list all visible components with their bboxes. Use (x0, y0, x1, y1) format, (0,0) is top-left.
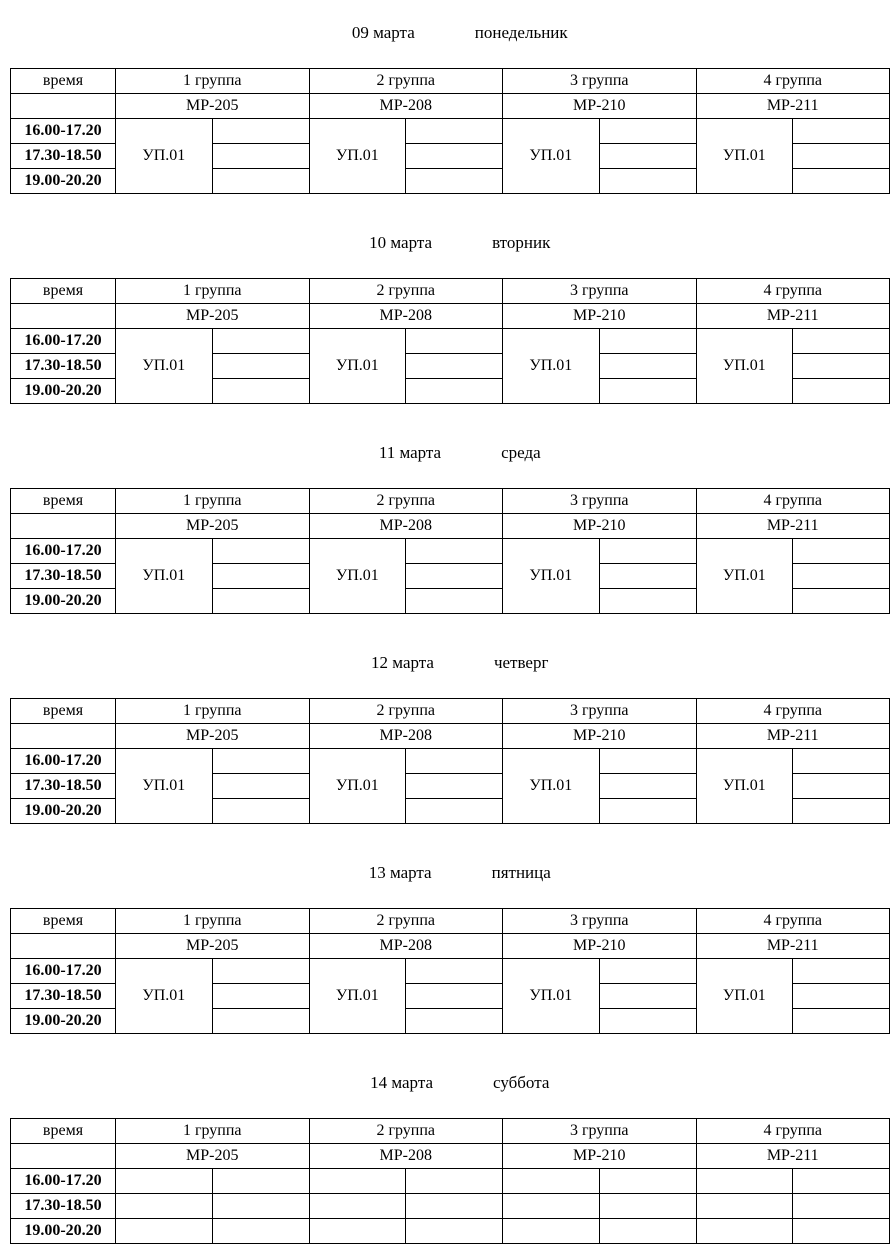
cell-g2-s3a (309, 1219, 406, 1244)
note-cell-g4-s2 (793, 144, 890, 169)
table-row-rooms (11, 514, 890, 539)
cell-g3-s2a (503, 1194, 600, 1219)
group-header-3: 3 группа (503, 279, 697, 304)
note-cell-g4-s1 (793, 329, 890, 354)
note-cell-g1-s3 (212, 169, 309, 194)
note-cell-g2-s2 (406, 354, 503, 379)
group-header-4: 4 группа (696, 69, 890, 94)
room-row-blank (11, 934, 116, 959)
room-3: МР-210 (503, 1144, 697, 1169)
note-cell-g4-s1 (793, 539, 890, 564)
group-header-4: 4 группа (696, 279, 890, 304)
time-slot-1: 16.00-17.20 (11, 329, 116, 354)
room-1: МР-205 (116, 934, 310, 959)
note-cell-g1-s1 (212, 539, 309, 564)
subject-cell-g4: УП.01 (696, 749, 793, 824)
table-row-slot-1 (11, 119, 890, 144)
note-cell-g3-s1 (599, 119, 696, 144)
note-cell-g1-s2 (212, 144, 309, 169)
cell-g4-s3a (696, 1219, 793, 1244)
room-1: МР-205 (116, 724, 310, 749)
room-3: МР-210 (503, 514, 697, 539)
group-header-3: 3 группа (503, 69, 697, 94)
note-cell-g2-s2 (406, 774, 503, 799)
time-slot-2: 17.30-18.50 (11, 354, 116, 379)
day-block-monday (0, 0, 894, 194)
cell-g1-s2b (212, 1194, 309, 1219)
group-header-4: 4 группа (696, 1119, 890, 1144)
group-header-3: 3 группа (503, 1119, 697, 1144)
time-column-header: время (11, 69, 116, 94)
room-4: МР-211 (696, 724, 890, 749)
time-slot-2: 17.30-18.50 (11, 1194, 116, 1219)
table-row-slot-1 (11, 959, 890, 984)
room-4: МР-211 (696, 304, 890, 329)
cell-g4-s3b (793, 1219, 890, 1244)
time-column-header: время (11, 1119, 116, 1144)
table-row-group-headers (11, 489, 890, 514)
group-header-1: 1 группа (116, 909, 310, 934)
group-header-1: 1 группа (116, 489, 310, 514)
time-column-header: время (11, 909, 116, 934)
subject-cell-g3: УП.01 (503, 959, 600, 1034)
note-cell-g1-s3 (212, 799, 309, 824)
note-cell-g4-s1 (793, 119, 890, 144)
room-row-blank (11, 94, 116, 119)
subject-cell-g1: УП.01 (116, 329, 213, 404)
note-cell-g3-s2 (599, 564, 696, 589)
day-date: 09 марта (351, 23, 415, 42)
group-header-2: 2 группа (309, 909, 503, 934)
note-cell-g2-s3 (406, 799, 503, 824)
schedule-table (10, 488, 890, 614)
note-cell-g3-s2 (599, 354, 696, 379)
note-cell-g4-s3 (793, 1009, 890, 1034)
table-row-rooms (11, 304, 890, 329)
room-4: МР-211 (696, 1144, 890, 1169)
group-header-3: 3 группа (503, 489, 697, 514)
table-row-slot-3 (11, 1219, 890, 1244)
day-date: 10 марта (369, 233, 433, 252)
note-cell-g3-s2 (599, 144, 696, 169)
note-cell-g3-s2 (599, 984, 696, 1009)
subject-cell-g2: УП.01 (309, 959, 406, 1034)
block-gap (0, 824, 894, 840)
table-row-group-headers (11, 909, 890, 934)
cell-g4-s2b (793, 1194, 890, 1219)
day-date: 11 марта (378, 443, 442, 462)
group-header-2: 2 группа (309, 69, 503, 94)
cell-g1-s2a (116, 1194, 213, 1219)
note-cell-g4-s2 (793, 564, 890, 589)
day-header (0, 630, 894, 698)
note-cell-g4-s1 (793, 1169, 890, 1194)
day-block-thursday (0, 630, 894, 824)
subject-cell-g4: УП.01 (696, 119, 793, 194)
day-header (0, 840, 894, 908)
room-row-blank (11, 1144, 116, 1169)
note-cell-g1-s1 (212, 959, 309, 984)
subject-cell-g2: УП.01 (309, 539, 406, 614)
schedule-table (10, 1118, 890, 1244)
group-header-2: 2 группа (309, 699, 503, 724)
cell-g3-s3a (503, 1219, 600, 1244)
note-cell-g4-s3 (793, 379, 890, 404)
room-4: МР-211 (696, 514, 890, 539)
cell-g2-s2a (309, 1194, 406, 1219)
room-3: МР-210 (503, 934, 697, 959)
room-3: МР-210 (503, 724, 697, 749)
note-cell-g2-s3 (406, 589, 503, 614)
note-cell-g3-s1 (599, 959, 696, 984)
cell-g2-s3b (406, 1219, 503, 1244)
note-cell-g4-s1 (793, 749, 890, 774)
room-row-blank (11, 514, 116, 539)
subject-cell-g1: УП.01 (116, 749, 213, 824)
note-cell-g1-s2 (212, 774, 309, 799)
time-column-header: время (11, 279, 116, 304)
time-slot-2: 17.30-18.50 (11, 564, 116, 589)
note-cell-g2-s1 (406, 959, 503, 984)
day-block-saturday (0, 1050, 894, 1244)
group-header-4: 4 группа (696, 489, 890, 514)
schedule-table (10, 278, 890, 404)
note-cell-g4-s2 (793, 774, 890, 799)
table-row-group-headers (11, 1119, 890, 1144)
note-cell-g3-s3 (599, 169, 696, 194)
subject-cell-g2: УП.01 (309, 119, 406, 194)
subject-cell-g4: УП.01 (696, 539, 793, 614)
time-slot-2: 17.30-18.50 (11, 774, 116, 799)
room-2: МР-208 (309, 514, 503, 539)
room-4: МР-211 (696, 94, 890, 119)
schedule-table (10, 68, 890, 194)
subject-cell-g3: УП.01 (503, 749, 600, 824)
note-cell-g4-s2 (793, 354, 890, 379)
note-cell-g2-s1 (406, 119, 503, 144)
time-column-header: время (11, 489, 116, 514)
note-cell-g4-s3 (793, 799, 890, 824)
subject-cell-g4: УП.01 (696, 959, 793, 1034)
subject-cell-g3 (503, 1169, 600, 1194)
table-row-slot-1 (11, 329, 890, 354)
cell-g3-s3b (599, 1219, 696, 1244)
room-1: МР-205 (116, 514, 310, 539)
room-row-blank (11, 724, 116, 749)
note-cell-g2-s2 (406, 984, 503, 1009)
room-2: МР-208 (309, 304, 503, 329)
day-weekday: вторник (492, 233, 551, 252)
group-header-4: 4 группа (696, 699, 890, 724)
subject-cell-g1: УП.01 (116, 959, 213, 1034)
day-weekday: суббота (493, 1073, 550, 1092)
note-cell-g1-s1 (212, 329, 309, 354)
room-row-blank (11, 304, 116, 329)
day-date: 14 марта (370, 1073, 434, 1092)
day-weekday: пятница (491, 863, 551, 882)
group-header-2: 2 группа (309, 279, 503, 304)
note-cell-g3-s3 (599, 379, 696, 404)
note-cell-g3-s2 (599, 774, 696, 799)
note-cell-g3-s1 (599, 329, 696, 354)
group-header-2: 2 группа (309, 1119, 503, 1144)
note-cell-g1-s3 (212, 379, 309, 404)
time-slot-1: 16.00-17.20 (11, 119, 116, 144)
note-cell-g2-s1 (406, 329, 503, 354)
table-row-rooms (11, 934, 890, 959)
time-slot-3: 19.00-20.20 (11, 379, 116, 404)
note-cell-g2-s3 (406, 1009, 503, 1034)
table-row-rooms (11, 1144, 890, 1169)
time-slot-3: 19.00-20.20 (11, 1009, 116, 1034)
note-cell-g3-s3 (599, 589, 696, 614)
block-gap (0, 404, 894, 420)
note-cell-g2-s1 (406, 539, 503, 564)
schedule-table (10, 908, 890, 1034)
note-cell-g1-s1 (212, 119, 309, 144)
group-header-4: 4 группа (696, 909, 890, 934)
note-cell-g3-s1 (599, 539, 696, 564)
group-header-1: 1 группа (116, 1119, 310, 1144)
room-1: МР-205 (116, 1144, 310, 1169)
note-cell-g2-s1 (406, 1169, 503, 1194)
room-3: МР-210 (503, 304, 697, 329)
table-row-slot-1 (11, 539, 890, 564)
cell-g3-s2b (599, 1194, 696, 1219)
subject-cell-g1: УП.01 (116, 119, 213, 194)
group-header-3: 3 группа (503, 909, 697, 934)
cell-g1-s3b (212, 1219, 309, 1244)
day-block-tuesday (0, 210, 894, 404)
note-cell-g3-s3 (599, 1009, 696, 1034)
subject-cell-g2 (309, 1169, 406, 1194)
day-header (0, 0, 894, 68)
block-gap (0, 614, 894, 630)
day-date: 12 марта (371, 653, 434, 672)
subject-cell-g3: УП.01 (503, 119, 600, 194)
room-1: МР-205 (116, 304, 310, 329)
day-header (0, 1050, 894, 1118)
time-slot-3: 19.00-20.20 (11, 589, 116, 614)
room-4: МР-211 (696, 934, 890, 959)
time-slot-1: 16.00-17.20 (11, 1169, 116, 1194)
group-header-1: 1 группа (116, 69, 310, 94)
note-cell-g4-s1 (793, 959, 890, 984)
schedule-table (10, 698, 890, 824)
note-cell-g1-s3 (212, 1009, 309, 1034)
note-cell-g2-s3 (406, 379, 503, 404)
subject-cell-g1 (116, 1169, 213, 1194)
block-gap (0, 194, 894, 210)
time-slot-1: 16.00-17.20 (11, 749, 116, 774)
note-cell-g4-s3 (793, 169, 890, 194)
subject-cell-g3: УП.01 (503, 329, 600, 404)
subject-cell-g1: УП.01 (116, 539, 213, 614)
day-weekday: понедельник (474, 23, 568, 42)
room-3: МР-210 (503, 94, 697, 119)
subject-cell-g4 (696, 1169, 793, 1194)
table-row-rooms (11, 724, 890, 749)
day-date: 13 марта (368, 863, 432, 882)
group-header-1: 1 группа (116, 699, 310, 724)
room-1: МР-205 (116, 94, 310, 119)
day-header (0, 210, 894, 278)
day-block-wednesday (0, 420, 894, 614)
block-gap (0, 1034, 894, 1050)
note-cell-g1-s1 (212, 1169, 309, 1194)
note-cell-g3-s3 (599, 799, 696, 824)
note-cell-g1-s3 (212, 589, 309, 614)
time-column-header: время (11, 699, 116, 724)
day-block-friday (0, 840, 894, 1034)
time-slot-3: 19.00-20.20 (11, 169, 116, 194)
cell-g1-s3a (116, 1219, 213, 1244)
time-slot-3: 19.00-20.20 (11, 1219, 116, 1244)
note-cell-g4-s3 (793, 589, 890, 614)
group-header-2: 2 группа (309, 489, 503, 514)
note-cell-g1-s2 (212, 984, 309, 1009)
day-header (0, 420, 894, 488)
note-cell-g2-s1 (406, 749, 503, 774)
note-cell-g1-s2 (212, 354, 309, 379)
subject-cell-g4: УП.01 (696, 329, 793, 404)
room-2: МР-208 (309, 94, 503, 119)
day-weekday: четверг (493, 653, 549, 672)
table-row-slot-1 (11, 749, 890, 774)
note-cell-g2-s2 (406, 144, 503, 169)
group-header-3: 3 группа (503, 699, 697, 724)
table-row-rooms (11, 94, 890, 119)
room-2: МР-208 (309, 1144, 503, 1169)
cell-g2-s2b (406, 1194, 503, 1219)
note-cell-g1-s1 (212, 749, 309, 774)
note-cell-g3-s1 (599, 1169, 696, 1194)
note-cell-g3-s1 (599, 749, 696, 774)
time-slot-2: 17.30-18.50 (11, 984, 116, 1009)
subject-cell-g3: УП.01 (503, 539, 600, 614)
room-2: МР-208 (309, 934, 503, 959)
day-weekday: среда (501, 443, 541, 462)
time-slot-1: 16.00-17.20 (11, 539, 116, 564)
note-cell-g2-s2 (406, 564, 503, 589)
table-row-group-headers (11, 279, 890, 304)
table-row-group-headers (11, 69, 890, 94)
group-header-1: 1 группа (116, 279, 310, 304)
time-slot-1: 16.00-17.20 (11, 959, 116, 984)
time-slot-3: 19.00-20.20 (11, 799, 116, 824)
table-row-slot-1 (11, 1169, 890, 1194)
subject-cell-g2: УП.01 (309, 329, 406, 404)
note-cell-g1-s2 (212, 564, 309, 589)
note-cell-g4-s2 (793, 984, 890, 1009)
room-2: МР-208 (309, 724, 503, 749)
table-row-group-headers (11, 699, 890, 724)
note-cell-g2-s3 (406, 169, 503, 194)
subject-cell-g2: УП.01 (309, 749, 406, 824)
time-slot-2: 17.30-18.50 (11, 144, 116, 169)
table-row-slot-2 (11, 1194, 890, 1219)
cell-g4-s2a (696, 1194, 793, 1219)
